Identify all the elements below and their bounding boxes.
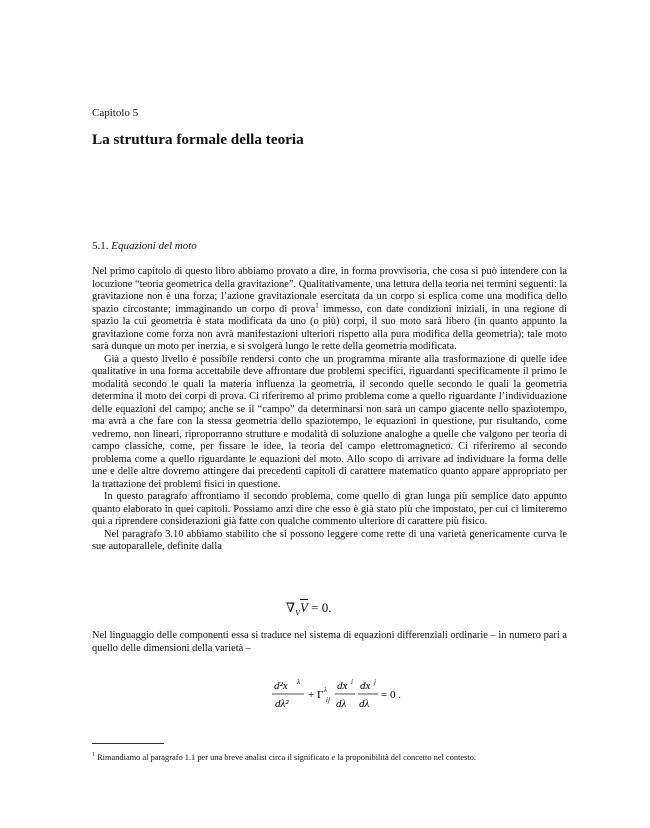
eq-dxi: dx [337, 680, 348, 692]
nabla-symbol: ∇ [286, 600, 296, 615]
eq-plus: + [308, 689, 315, 701]
eq-d2x: d²x [274, 680, 288, 692]
footnote-rule [92, 743, 164, 744]
footnote-mark: 1 [92, 752, 95, 758]
eq-j-index: j [374, 678, 376, 686]
eq-dlambda-b: dλ [359, 698, 370, 710]
section-heading [92, 240, 197, 252]
nabla-subscript: V [295, 608, 300, 618]
eq-gamma-subscript: ij [326, 696, 330, 704]
equation-autoparallel [286, 600, 332, 618]
body-text [92, 266, 567, 554]
eq-dlambda-a: dλ [336, 698, 347, 710]
eq-gamma: Γ [317, 689, 324, 701]
section-number: 5.1. [92, 240, 109, 252]
paragraph-2: Già a questo livello è possibile rendersi conto che un programma mirante alla trasformazione di quelle idee qualitative in una forma accettabile deve affrontare due problemi specifici, riguardanti specificamente il primo le modalità secondo le quali la materia influenza la geometria, il secondo quelle secondo le quali la geometria determina il moto dei corpi di prova. Ci riferiremo al primo problema come a quello riguardante l’individuazione delle equazioni del campo; anche se il “campo” da determinarsi non sarà un campo giacente nello spaziotempo, ma avrà a che fare con la stessa geometria dello spaziotempo, le equazioni in questione, pur risultando, come vedremo, non lineari, riproporranno strutture e modalità di soluzione analoghe a quelle che valgono per teoria di campo classiche, come, per fissare le idee, la teoria del campo elettromagnetico. Ci riferiremo al secondo problema come a quello riguardante le equazioni del moto. Allo scopo di arrivare ad individuare la forma delle une e delle altre dovremo attingere dai precedenti capitoli di carattere matematico quanto appare appropriato per la trattazione dei problemi fisici in questione. [92, 353, 567, 490]
eq-i-index: i [351, 678, 353, 686]
eq-dlambda2: dλ² [275, 698, 289, 710]
section-title: Equazioni del moto [111, 240, 197, 252]
paragraph-5: Nel linguaggio delle componenti essa si traduce nel sistema di equazioni differenziali ordinarie – in numero pari a quello delle dimensioni della varietà – [92, 630, 567, 654]
eq-dxj: dx [360, 680, 371, 692]
footnote-text: Rimandiamo al paragrafo 1.1 per una breve analisi circa il significato e la proponibilità del concetto nel contesto. [95, 752, 476, 762]
body-text-continued [92, 630, 567, 655]
footnote-ref: 1 [315, 301, 319, 310]
eq-lambda-index: λ [297, 678, 301, 686]
geodesic-equation [272, 676, 402, 716]
paragraph-4: Nel paragrafo 3.10 abbiamo stabilito che si possono leggere come rette di una varietà genericamente curva le sue autoparallele, definite dalla [92, 528, 567, 552]
chapter-label: Capitolo 5 [92, 107, 139, 119]
equation-rhs: = 0. [307, 600, 332, 615]
paragraph-1: Nel primo capitolo di questo libro abbiamo provato a dire, in forma provvisoria, che cosa si può intendere con la locuzione “teoria geometrica della gravitazione”. Qualitativamente, una lettura della teoria nei termini seguenti: la gravitazione non è una forza; l’azione gravitazionale esercitata da un corpo si esplica come una modifica dello spazio circostante; immaginando un corpo di prova$^1$ immesso, con date condizioni iniziali, in una regione di spazio la cui geometria è stata modificata da uno (o più) corpi, il suo moto sarà libero (in quanto appunto la gravitazione come forza non avrà manifestazioni ulteriori rispetto alla pura modifica della geometria); tale moto sarà dunque un moto per inerzia, e si svolgerà lungo le rette della geometria modificata. [92, 266, 567, 352]
vector-symbol: $\overline{V}$ [299, 600, 308, 615]
eq-rhs: = 0 . [381, 689, 401, 701]
chapter-title: La struttura formale della teoria [92, 131, 304, 148]
paragraph-3: In questo paragrafo affrontiamo il secondo problema, come quello di gran lunga più semplice dato appunto quanto elaborato in quei capitoli. Possiamo anzi dire che esso è già stato più che impostato, per cui ci limiteremo qui a riprendere considerazioni già fatte con qualche commento ulteriore di carattere più fisico. [92, 491, 567, 527]
footnote [92, 750, 572, 763]
eq-gamma-superscript: λ [324, 686, 328, 694]
